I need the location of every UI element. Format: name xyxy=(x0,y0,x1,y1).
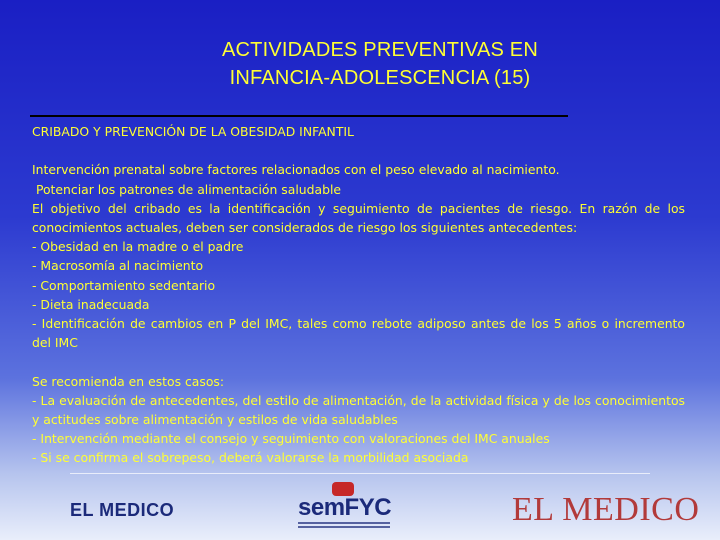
body-line: Intervención prenatal sobre factores relacionados con el peso elevado al nacimiento. xyxy=(32,162,560,178)
footer-divider xyxy=(70,473,650,474)
body-line: Se recomienda en estos casos: xyxy=(32,373,225,389)
list-item: - Si se confirma el sobrepeso, deberá valorarse la morbilidad asociada xyxy=(32,450,469,466)
semfyc-tagline-graphic xyxy=(298,522,390,530)
body-line: El objetivo del cribado es la identificación y seguimiento de pacientes de riesgo. En razón de los conocimientos actuales, deben ser considerados de riesgo los siguientes antecedentes: xyxy=(32,200,685,235)
title-divider xyxy=(30,115,568,117)
list-item: - Comportamiento sedentario xyxy=(32,277,216,293)
section-subtitle: CRIBADO Y PREVENCIÓN DE LA OBESIDAD INFANTIL xyxy=(32,124,354,139)
list-item: - Obesidad en la madre o el padre xyxy=(32,239,244,255)
body-line: Potenciar los patrones de alimentación saludable xyxy=(32,181,342,197)
list-item: - La evaluación de antecedentes, del estilo de alimentación, de la actividad física y de los conocimientos y actitudes sobre alimentación y estilos de vida saludables xyxy=(32,392,685,428)
list-item: - Intervención mediante el consejo y seguimiento con valoraciones del IMC anuales xyxy=(32,431,550,447)
slide-title xyxy=(0,36,720,92)
title-line-2: INFANCIA-ADOLESCENCIA (15) xyxy=(229,67,531,89)
list-item: - Identificación de cambios en P del IMC, tales como rebote adiposo antes de los 5 años o incremento del IMC xyxy=(32,316,685,351)
title-line-1: ACTIVIDADES PREVENTIVAS EN xyxy=(221,39,538,61)
slide-body xyxy=(32,122,685,468)
list-item: - Macrosomía al nacimiento xyxy=(32,258,204,274)
el-medico-logo-large: EL MEDICO xyxy=(512,491,700,528)
semfyc-wordmark: semFYC xyxy=(298,494,392,521)
list-item: - Dieta inadecuada xyxy=(32,296,150,312)
semfyc-logo xyxy=(298,482,390,534)
el-medico-logo-small: EL MEDICO xyxy=(70,500,175,520)
